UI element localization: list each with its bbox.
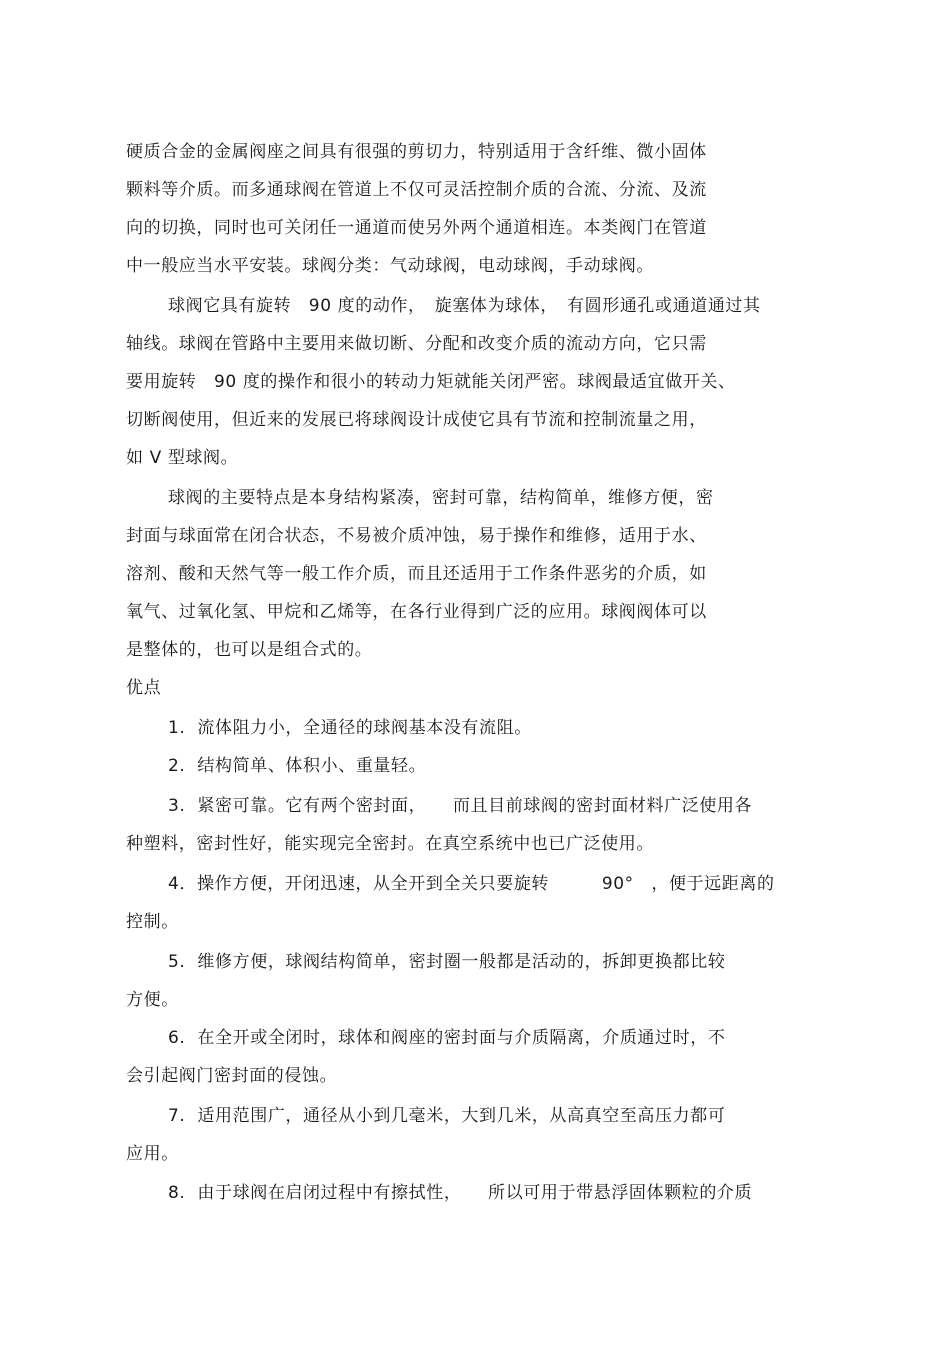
list-item: 5. 维修方便，球阀结构简单，密封圈一般都是活动的，拆卸更换都比较: [168, 952, 726, 972]
list-item-continuation: 会引起阀门密封面的侵蚀。: [126, 1066, 338, 1086]
paragraph-line: 如 V 型球阀。: [126, 448, 239, 468]
paragraph-line: 球阀它具有旋转 90 度的动作， 旋塞体为球体， 有圆形通孔或通道通过其: [168, 296, 761, 316]
paragraph-line: 颗料等介质。而多通球阀在管道上不仅可灵活控制介质的合流、分流、及流: [126, 180, 707, 200]
paragraph-line: 轴线。球阀在管路中主要用来做切断、分配和改变介质的流动方向，它只需: [126, 334, 707, 354]
list-item: 4．操作方便，开闭迅速，从全开到全关只要旋转 90° ，便于远距离的: [168, 874, 775, 894]
list-item-continuation: 种塑料，密封性好，能实现完全密封。在真空系统中也已广泛使用。: [126, 834, 654, 854]
paragraph-line: 球阀的主要特点是本身结构紧凑，密封可靠，结构简单，维修方便，密: [168, 488, 714, 508]
list-item: 1. 流体阻力小，全通径的球阀基本没有流阻。: [168, 718, 532, 738]
list-item: 8. 由于球阀在启闭过程中有擦拭性， 所以可用于带悬浮固体颗粒的介质: [168, 1183, 753, 1203]
paragraph-line: 溶剂、酸和天然气等一般工作介质，而且还适用于工作条件恶劣的介质，如: [126, 564, 707, 584]
paragraph-line: 硬质合金的金属阀座之间具有很强的剪切力，特别适用于含纤维、微小固体: [126, 142, 707, 162]
paragraph-line: 是整体的，也可以是组合式的。: [126, 640, 373, 660]
paragraph-line: 中一般应当水平安装。球阀分类：气动球阀，电动球阀，手动球阀。: [126, 256, 654, 276]
list-item: 3. 紧密可靠。它有两个密封面， 而且目前球阀的密封面材料广泛使用各: [168, 796, 753, 816]
paragraph-line: 切断阀使用，但近来的发展已将球阀设计成使它具有节流和控制流量之用，: [126, 410, 707, 430]
list-item: 2. 结构简单、体积小、重量轻。: [168, 756, 427, 776]
list-item-continuation: 方便。: [126, 990, 179, 1010]
paragraph-line: 氧气、过氧化氢、甲烷和乙烯等，在各行业得到广泛的应用。球阀阀体可以: [126, 602, 707, 622]
section-heading: 优点: [126, 678, 162, 698]
list-item: 6. 在全开或全闭时，球体和阀座的密封面与介质隔离，介质通过时，不: [168, 1028, 726, 1048]
paragraph-line: 要用旋转 90 度的操作和很小的转动力矩就能关闭严密。球阀最适宜做开关、: [126, 372, 736, 392]
paragraph-line: 向的切换，同时也可关闭任一通道而使另外两个通道相连。本类阀门在管道: [126, 218, 707, 238]
list-item: 7. 适用范围广，通径从小到几毫米，大到几米，从高真空至高压力都可: [168, 1106, 726, 1126]
list-item-continuation: 应用。: [126, 1144, 179, 1164]
paragraph-line: 封面与球面常在闭合状态，不易被介质冲蚀，易于操作和维修，适用于水、: [126, 526, 707, 546]
list-item-continuation: 控制。: [126, 912, 179, 932]
